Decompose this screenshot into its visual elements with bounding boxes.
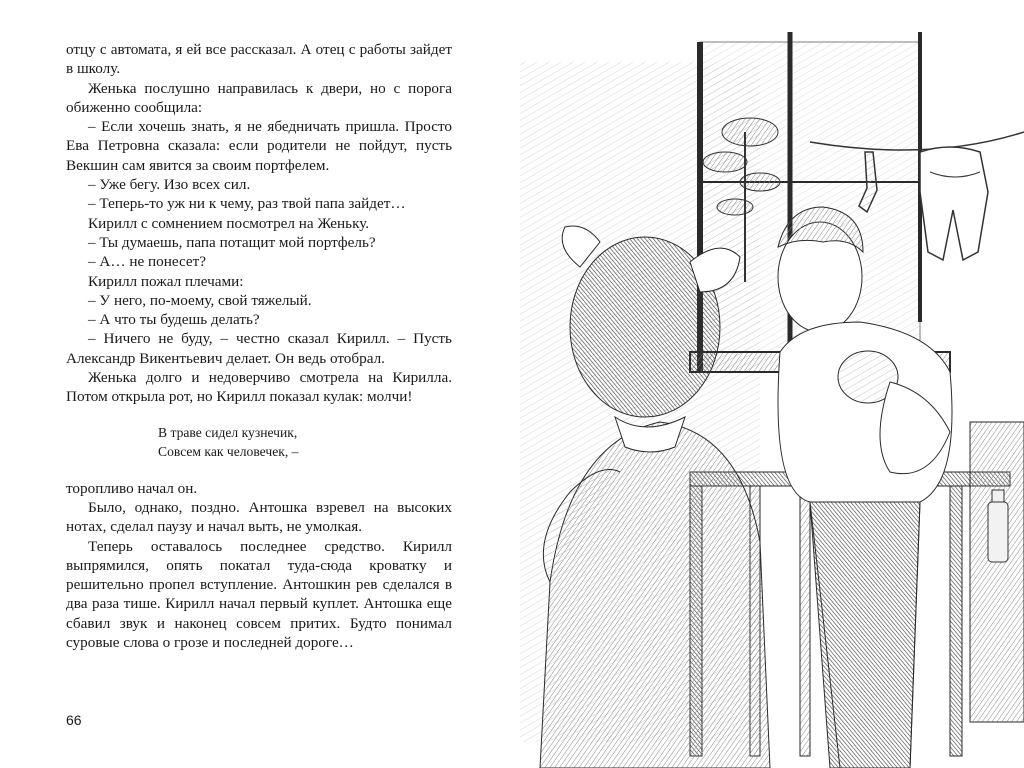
poem-line: Совсем как человечек, – [158,443,299,459]
poem-line: В траве сидел кузнечик, [158,424,298,440]
paragraph: Кирилл пожал плечами: [88,272,244,290]
paragraph: торопливо начал он. [66,479,198,497]
text-page [66,40,452,652]
paragraph: Теперь оставалось последнее средство. Кирилл выпрямился, опять покатал туда-сюда кроватку и решительно пропел вступление. Антошкин рев сделался в два раза тише. Кирилл начал первый куплет. Антошка еще сбавил звук и наконец совсем притих. Будто понимал суровые слова о грозе и последней дороге… [66,537,452,652]
poem-quote [158,423,452,461]
paragraph: Женька послушно направилась к двери, но с порога обиженно сообщила: [66,79,452,116]
paragraph: Кирилл с сомнением посмотрел на Женьку. [88,214,370,232]
paragraph: – Если хочешь знать, я не ябедничать пришла. Просто Ева Петровна сказала: если родители не пойдут, пусть Векшин сам явится за своим портфелем. [66,118,452,174]
paragraph: – Теперь-то уж ни к чему, раз твой папа зайдет… [88,195,406,213]
paragraph: Женька долго и недоверчиво смотрела на Кирилла. Потом открыла рот, но Кирилл показал кулак: молчи! [66,369,452,406]
paragraph: – А что ты будешь делать? [88,311,260,329]
pencil-illustration [510,22,1024,768]
paragraph: – Уже бегу. Изо всех сил. [88,176,251,194]
paragraph: Было, однако, поздно. Антошка взревел на высоких нотах, сделал паузу и начал выть, не умолкая. [66,498,452,536]
paragraph: отцу с автомата, я ей все рассказал. А отец с работы зайдет в школу. [66,41,452,78]
paragraph: – Ты думаешь, папа потащит мой портфель? [88,233,376,251]
paragraph: – Ничего не буду, – честно сказал Кирилл. – Пусть Александр Викентьевич делает. Он ведь отобрал. [66,330,452,367]
page-number: 66 [66,712,82,728]
paragraph: – У него, по-моему, свой тяжелый. [88,291,312,309]
paragraphs-after-poem [66,479,452,653]
paragraph: – А… не понесет? [88,253,207,271]
paragraphs-before-poem [66,40,452,407]
